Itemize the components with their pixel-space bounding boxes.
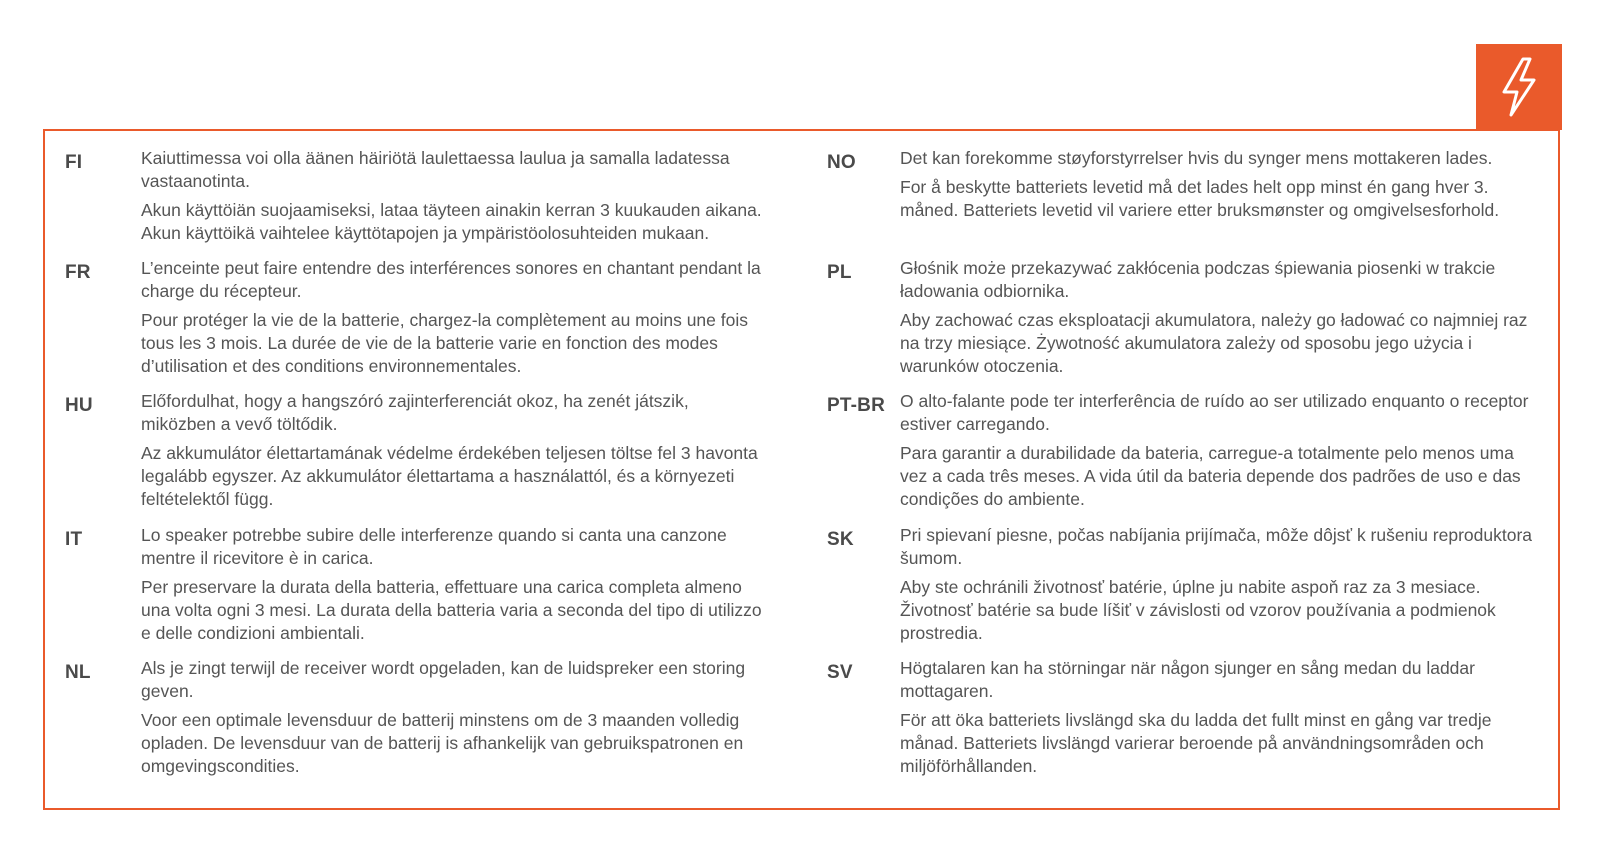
battery-note: För att öka batteriets livslängd ska du ladda det fullt minst en gång var tredje månad. Batteriets livslängd varierar beroende på användningsområden och miljöförhållanden. (900, 710, 1492, 776)
battery-note: For å beskytte batteriets levetid må det lades helt opp minst én gang hver 3. måned. Batteriets levetid vil variere etter bruksmønster og omgivelsesforhold. (900, 177, 1500, 220)
interference-note: Als je zingt terwijl de receiver wordt opgeladen, kan de luidspreker een storing geven. (141, 658, 746, 701)
battery-note: Az akkumulátor élettartamának védelme érdekében teljesen töltse fel 3 havonta legalább egyszer. Az akkumulátor élettartama a használattól, és a környezeti feltételektől függ. (141, 443, 758, 509)
entry-text (900, 147, 1535, 222)
entry-text (141, 147, 766, 245)
language-code: IT (65, 529, 83, 550)
entry-text (900, 657, 1535, 778)
entry-text (141, 524, 766, 645)
interference-note: Előfordulhat, hogy a hangszóró zajinterferenciát okoz, ha zenét játszik, miközben a vevő töltődik. (141, 391, 689, 434)
entry-text (141, 657, 766, 778)
interference-note: Kaiuttimessa voi olla äänen häiriötä laulettaessa laulua ja samalla ladatessa vastaanotinta. (141, 148, 730, 191)
battery-note: Pour protéger la vie de la batterie, chargez-la complètement au moins une fois tous les 3 mois. La durée de vie de la batterie varie en fonction des modes d’utilisation et des conditions environnementales. (141, 310, 748, 376)
language-code: FI (65, 152, 83, 173)
interference-note: O alto-falante pode ter interferência de ruído ao ser utilizado enquanto o receptor estiver carregando. (900, 391, 1529, 434)
interference-note: Det kan forekomme støyforstyrrelser hvis du synger mens mottakeren lades. (900, 148, 1493, 168)
battery-note: Aby zachować czas eksploatacji akumulatora, należy go ładować co najmniej raz na trzy miesiące. Żywotność akumulatora zależy od sposobu jego użycia i warunków otoczenia. (900, 310, 1528, 376)
language-code: PL (827, 262, 852, 283)
battery-note: Voor een optimale levensduur de batterij minstens om de 3 maanden volledig opladen. De levensduur van de batterij is afhankelijk van gebruikspatronen en omgevingscondities. (141, 710, 744, 776)
interference-note: Pri spievaní piesne, počas nabíjania prijímača, môže dôjsť k rušeniu reproduktora šumom. (900, 525, 1533, 568)
battery-note: Akun käyttöiän suojaamiseksi, lataa täyteen ainakin kerran 3 kuukauden aikana. Akun käyttöikä vaihtelee käyttötapojen ja ympäristöolosuhteiden mukaan. (141, 200, 762, 243)
language-code: SK (827, 529, 854, 550)
interference-note: Högtalaren kan ha störningar när någon sjunger en sång medan du laddar mottagaren. (900, 658, 1475, 701)
lightning-badge (1476, 44, 1562, 130)
content-frame (43, 129, 1560, 810)
lightning-bolt-icon (1497, 56, 1541, 118)
language-code: PT-BR (827, 395, 885, 416)
entry-text (900, 257, 1535, 378)
entry-text (900, 390, 1535, 511)
interference-note: Lo speaker potrebbe subire delle interferenze quando si canta una canzone mentre il ricevitore è in carica. (141, 525, 727, 568)
entry-text (141, 390, 766, 511)
language-code: NO (827, 152, 856, 173)
language-code: SV (827, 662, 853, 683)
entry-text (900, 524, 1535, 645)
language-code: NL (65, 662, 91, 683)
language-code: FR (65, 262, 91, 283)
entry-text (141, 257, 766, 378)
language-code: HU (65, 395, 93, 416)
battery-note: Per preservare la durata della batteria, effettuare una carica completa almeno una volta ogni 3 mesi. La durata della batteria varia a seconda del tipo di utilizzo e delle condizioni ambientali. (141, 577, 762, 643)
interference-note: L’enceinte peut faire entendre des interférences sonores en chantant pendant la charge du récepteur. (141, 258, 761, 301)
battery-note: Aby ste ochránili životnosť batérie, úplne ju nabite aspoň raz za 3 mesiace. Životnosť batérie sa bude líšiť v závislosti od vzorov používania a podmienok prostredia. (900, 577, 1496, 643)
interference-note: Głośnik może przekazywać zakłócenia podczas śpiewania piosenki w trakcie ładowania odbiornika. (900, 258, 1496, 301)
battery-note: Para garantir a durabilidade da bateria, carregue-a totalmente pelo menos uma vez a cada três meses. A vida útil da bateria depende dos padrões de uso e das condições do ambiente. (900, 443, 1521, 509)
